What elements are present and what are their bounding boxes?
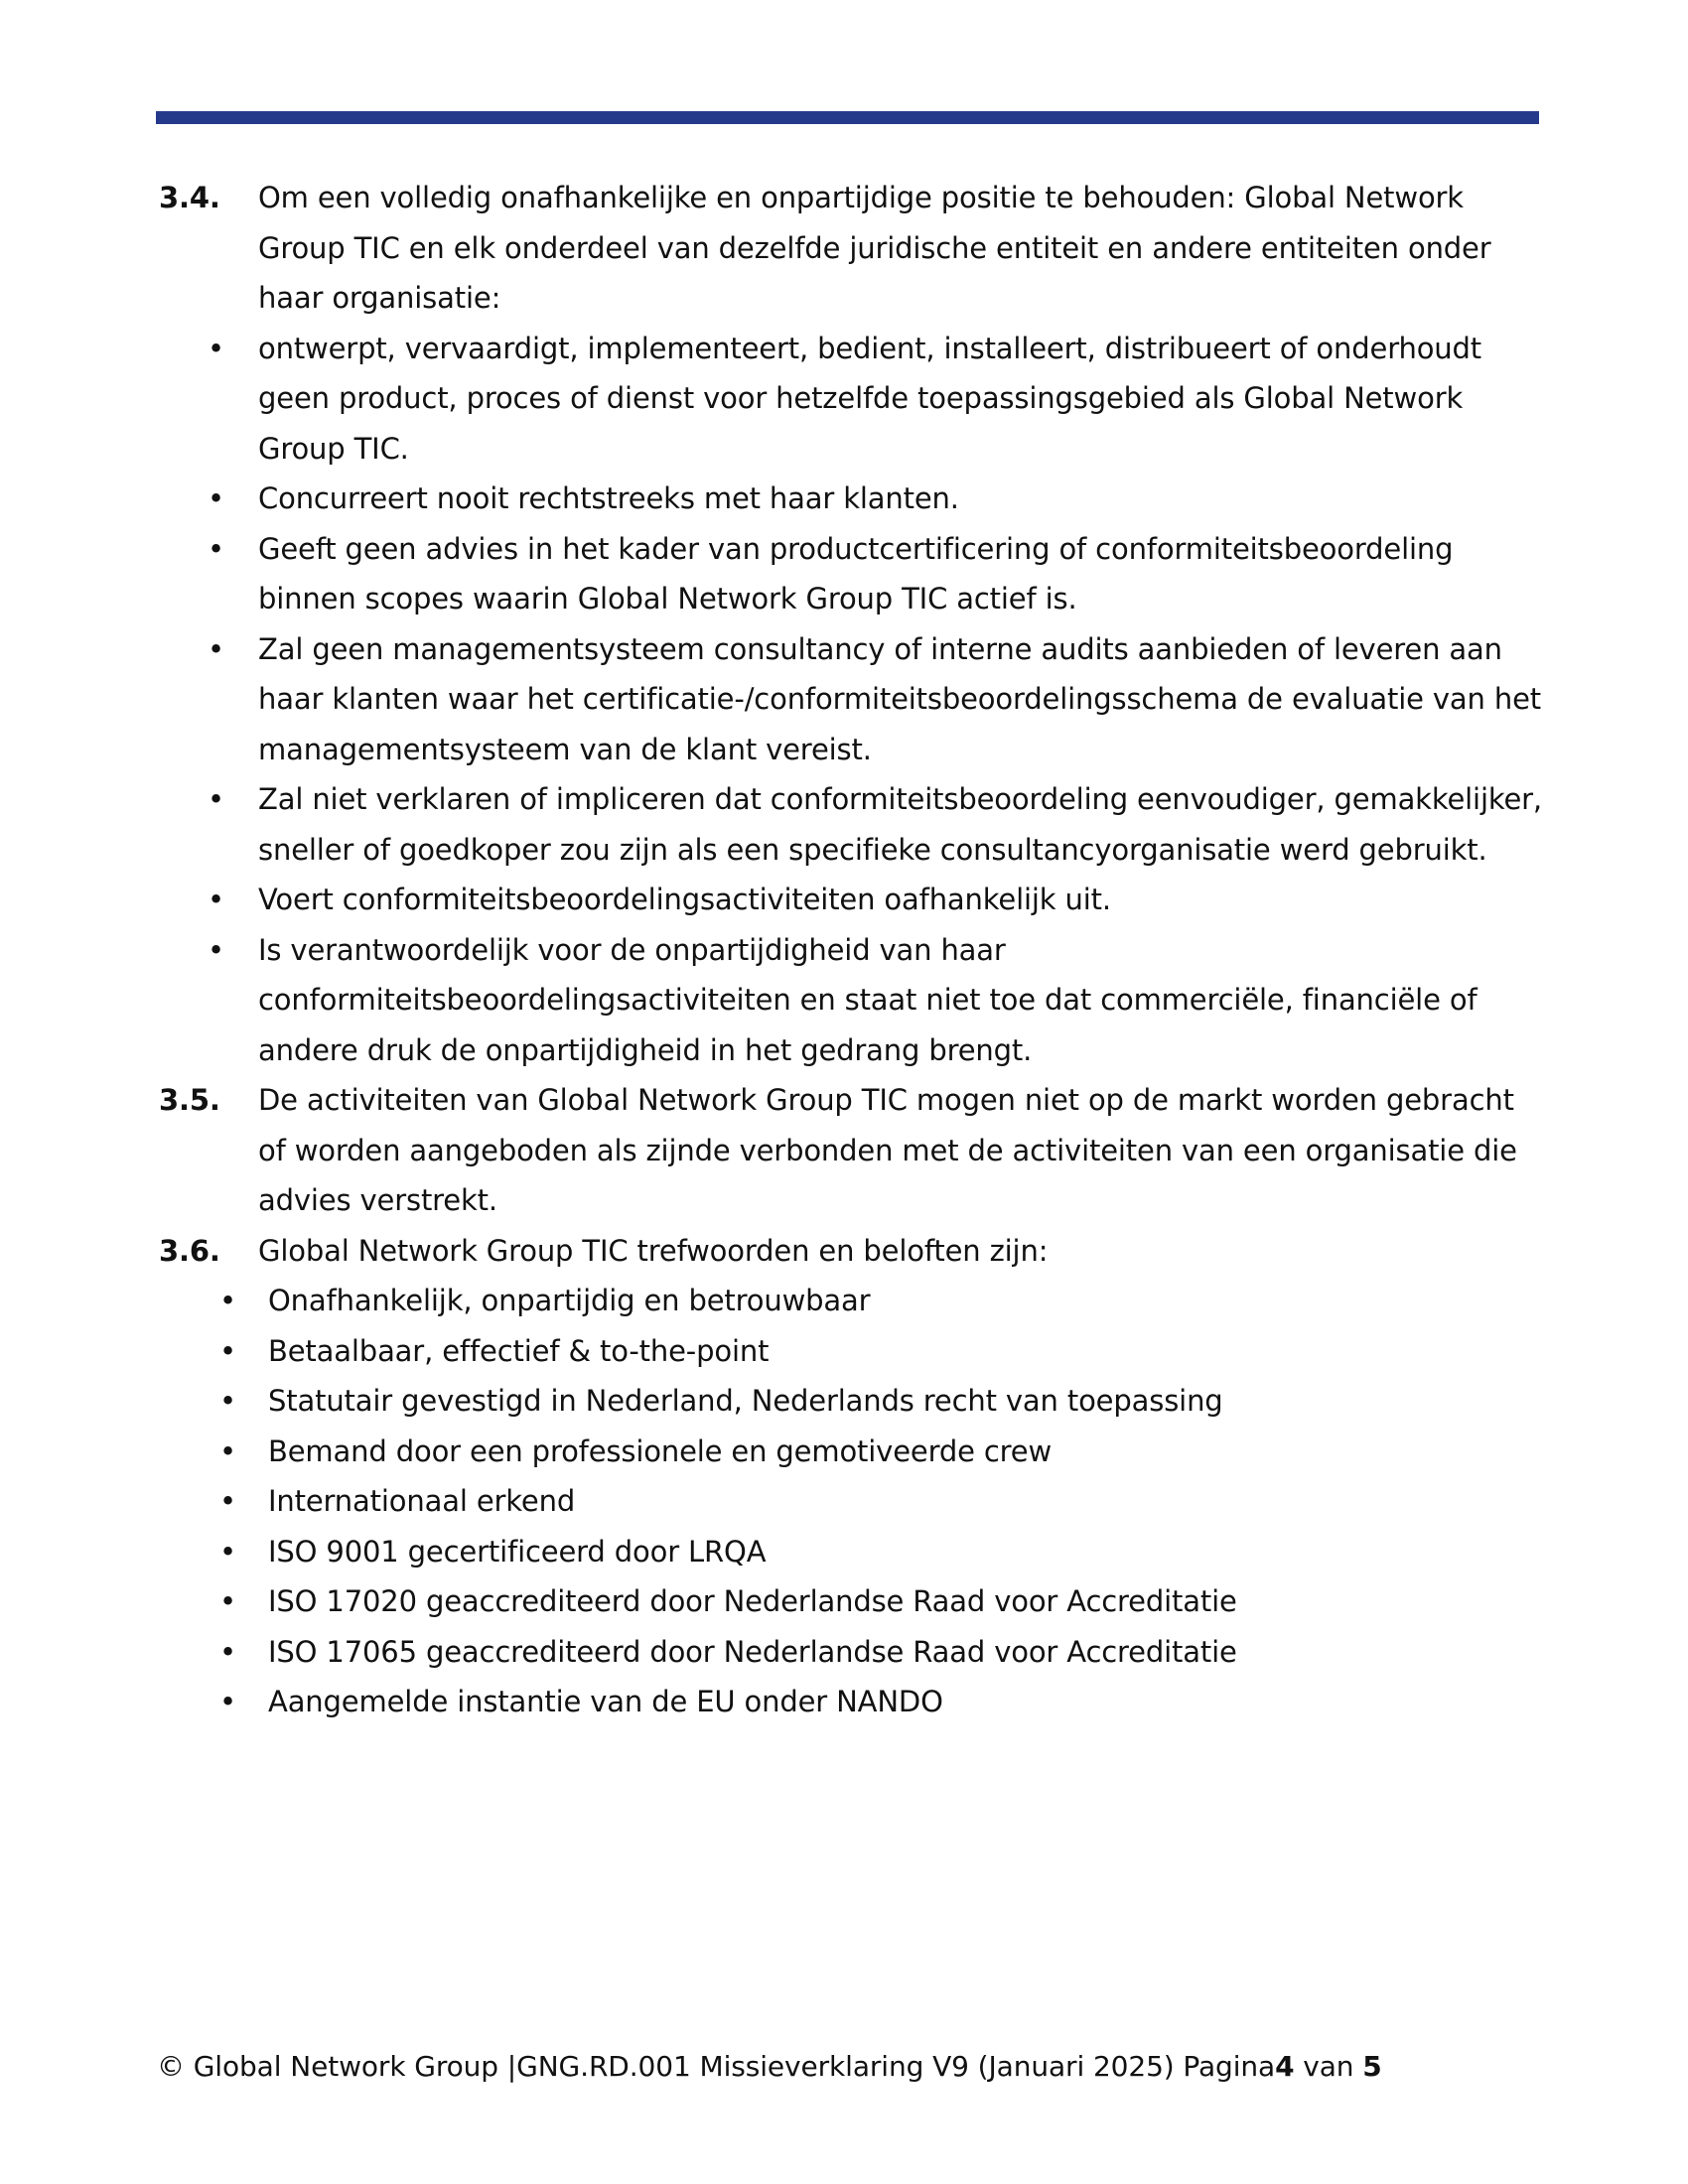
list-item-text: Voert conformiteitsbeoordelingsactiviteiten oafhankelijk uit. — [258, 883, 1111, 916]
list-item — [159, 324, 1544, 475]
section-3-4-bullet-list — [159, 324, 1544, 1076]
bullet-icon: • — [208, 631, 224, 666]
bullet-icon: • — [219, 1534, 236, 1569]
list-item-text: Zal geen managementsysteem consultancy of interne audits aanbieden of leveren aan haar klanten waar het certificatie-/conformiteitsbeoordelingsschema de evaluatie van het managementsysteem van de klant vereist. — [258, 631, 1541, 766]
section-number: 3.4. — [159, 181, 220, 214]
list-item — [159, 1376, 1544, 1427]
list-item — [159, 1677, 1544, 1727]
list-item-text: Concurreert nooit rechtstreeks met haar klanten. — [258, 481, 959, 515]
list-item-text: ontwerpt, vervaardigt, implementeert, bedient, installeert, distribueert of onderhoudt geen product, proces of dienst voor hetzelfde toepassingsgebied als Global Network Group TIC. — [258, 331, 1481, 466]
section-text: Om een volledig onafhankelijke en onpartijdige positie te behouden: Global Network Group TIC en elk onderdeel van dezelfde juridische entiteit en andere entiteiten onder haar organisatie: — [258, 181, 1491, 315]
list-item-text: Onafhankelijk, onpartijdig en betrouwbaar — [268, 1284, 871, 1317]
list-item-text: Bemand door een professionele en gemotiveerde crew — [268, 1433, 1053, 1468]
list-item-text: Is verantwoordelijk voor de onpartijdigheid van haar conformiteitsbeoordelingsactiviteiten en staat niet toe dat commerciële, financiële of andere druk de onpartijdigheid in het gedrang brengt. — [258, 932, 1477, 1067]
list-item-text: Internationaal erkend — [268, 1484, 576, 1518]
list-item-text: Geeft geen advies in het kader van productcertificering of conformiteitsbeoordeling binnen scopes waarin Global Network Group TIC actief is. — [258, 531, 1454, 615]
bullet-icon: • — [219, 1284, 236, 1317]
bullet-icon: • — [219, 1433, 236, 1468]
list-item-text: Betaalbaar, effectief & to-the-point — [268, 1333, 770, 1368]
page-number-separator: van — [1294, 2050, 1363, 2083]
list-item — [159, 524, 1544, 624]
bullet-icon: • — [219, 1484, 236, 1518]
list-item — [159, 1326, 1544, 1377]
bullet-icon: • — [208, 481, 224, 515]
bullet-icon: • — [208, 531, 224, 566]
list-item — [159, 774, 1544, 875]
bullet-icon: • — [208, 932, 224, 967]
list-item — [159, 925, 1544, 1076]
document-body — [159, 173, 1544, 1727]
section-number: 3.6. — [159, 1233, 220, 1268]
section-3-6 — [159, 1226, 1544, 1277]
list-item — [159, 1427, 1544, 1477]
list-item-text: Aangemelde instantie van de EU onder NANDO — [268, 1685, 943, 1718]
bullet-icon: • — [219, 1333, 236, 1368]
section-3-4 — [159, 173, 1544, 324]
bullet-icon: • — [208, 782, 224, 816]
list-item — [159, 1276, 1544, 1326]
list-item — [159, 1476, 1544, 1527]
bullet-icon: • — [208, 331, 224, 365]
list-item — [159, 1627, 1544, 1678]
list-item — [159, 1527, 1544, 1577]
page-footer — [157, 2049, 1382, 2085]
bullet-icon: • — [219, 1584, 236, 1618]
section-number: 3.5. — [159, 1083, 220, 1117]
list-item-text: ISO 17020 geaccrediteerd door Nederlandse Raad voor Accreditatie — [268, 1584, 1237, 1618]
section-text: De activiteiten van Global Network Group TIC mogen niet op de markt worden gebracht of worden aangeboden als zijnde verbonden met de activiteiten van een organisatie die advies verstrekt. — [258, 1083, 1517, 1217]
list-item-text: Zal niet verklaren of impliceren dat conformiteitsbeoordeling eenvoudiger, gemakkelijker, sneller of goedkoper zou zijn als een specifieke consultancyorganisatie werd gebruikt. — [258, 782, 1542, 867]
bullet-icon: • — [219, 1685, 236, 1718]
bullet-icon: • — [219, 1634, 236, 1669]
section-3-6-bullet-list — [159, 1276, 1544, 1727]
section-text: Global Network Group TIC trefwoorden en beloften zijn: — [258, 1233, 1049, 1268]
list-item — [159, 875, 1544, 925]
list-item-text: ISO 9001 gecertificeerd door LRQA — [268, 1534, 767, 1569]
list-item-text: Statutair gevestigd in Nederland, Nederlands recht van toepassing — [268, 1384, 1223, 1418]
bullet-icon: • — [208, 883, 224, 916]
list-item-text: ISO 17065 geaccrediteerd door Nederlandse Raad voor Accreditatie — [268, 1634, 1237, 1669]
section-3-5 — [159, 1075, 1544, 1226]
footer-text: © Global Network Group |GNG.RD.001 Missieverklaring V9 (Januari 2025) Pagina — [157, 2050, 1276, 2083]
page-number-total: 5 — [1362, 2050, 1382, 2083]
bullet-icon: • — [219, 1384, 236, 1418]
page-number-current: 4 — [1275, 2050, 1295, 2083]
list-item — [159, 474, 1544, 524]
list-item — [159, 1576, 1544, 1627]
list-item — [159, 624, 1544, 775]
header-rule — [156, 111, 1539, 124]
